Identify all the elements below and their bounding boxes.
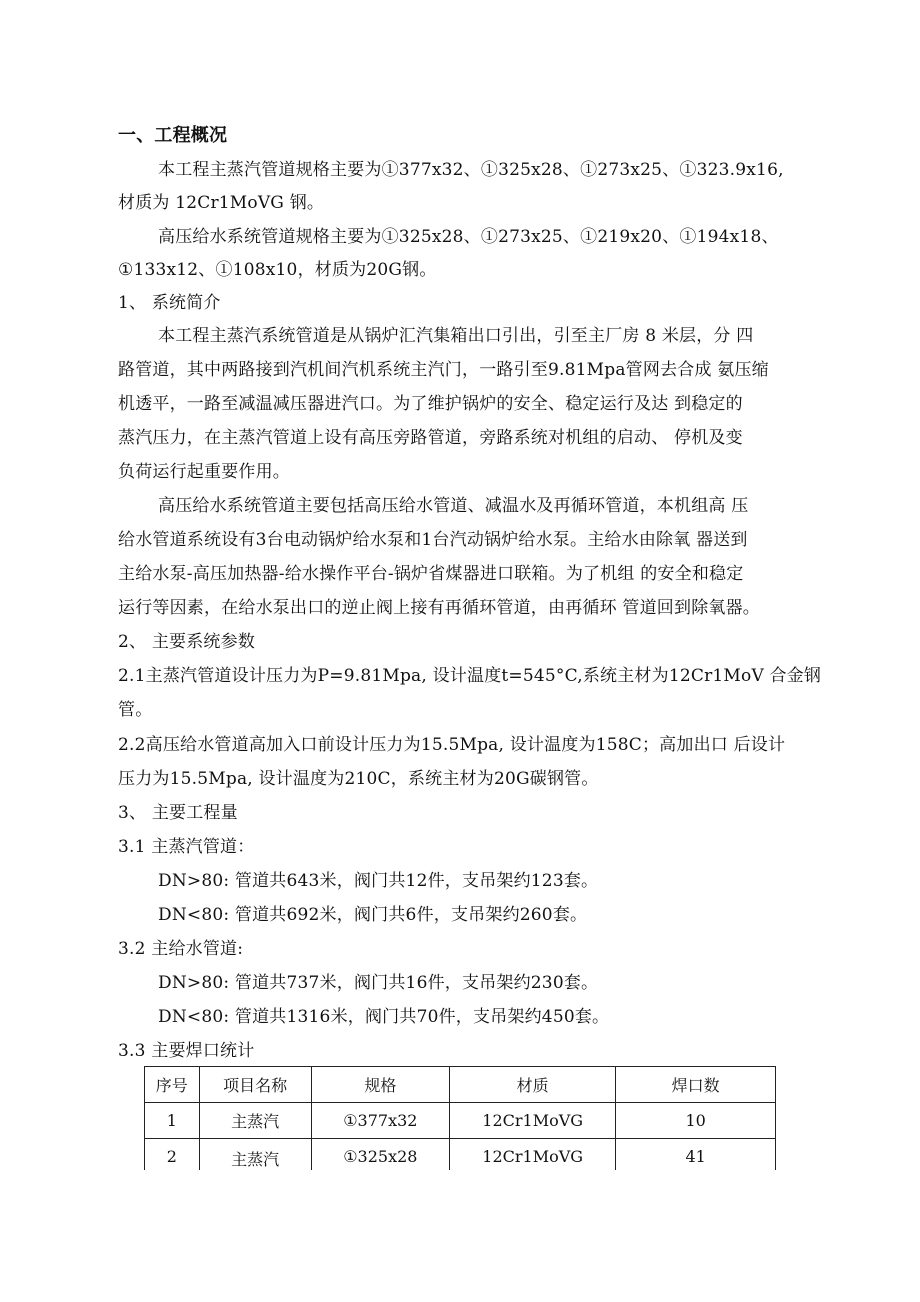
paragraph-line: 高压给水系统管道规格主要为①325x28、①273x25、①219x20、①194x18、: [158, 227, 779, 247]
subsection-heading: 2、 主要系统参数: [118, 632, 256, 652]
quantity-line: DN>80: 管道共643米，阀门共12件，支吊架约123套。: [158, 871, 599, 891]
cell-index: 2: [145, 1139, 200, 1171]
quantity-subheading: 3.3 主要焊口统计: [118, 1041, 255, 1061]
paragraph-line: 蒸汽压力，在主蒸汽管道上设有高压旁路管道，旁路系统对机组的启动、 停机及变: [118, 428, 743, 448]
quantity-subheading: 3.2 主给水管道:: [118, 939, 244, 959]
paragraph-line: 本工程主蒸汽管道规格主要为①377x32、①325x28、①273x25、①323.9x16,: [158, 160, 784, 180]
table-header-row: [145, 1067, 776, 1103]
cell-weld-count: 10: [616, 1103, 776, 1139]
header-cell-spec: 规格: [311, 1067, 449, 1103]
header-cell-weld-count: 焊口数: [616, 1067, 776, 1103]
paragraph-line: 高压给水系统管道主要包括高压给水管道、减温水及再循环管道，本机组高 压: [158, 496, 749, 516]
table-row: [145, 1139, 776, 1171]
paragraph-line: 管。: [118, 700, 153, 720]
paragraph-line: 2.1主蒸汽管道设计压力为P=9.81Mpa, 设计温度t=545°C,系统主材为12Cr1MoV 合金钢: [118, 666, 822, 686]
header-cell-index: 序号: [145, 1067, 200, 1103]
paragraph-line: 主给水泵-高压加热器-给水操作平台-锅炉省煤器进口联箱。为了机组 的安全和稳定: [118, 564, 744, 584]
cell-spec: ①377x32: [311, 1103, 449, 1139]
paragraph-line: 2.2高压给水管道高加入口前设计压力为15.5Mpa, 设计温度为158C；高加出口 后设计: [118, 735, 786, 755]
quantity-line: DN>80: 管道共737米，阀门共16件，支吊架约230套。: [158, 973, 599, 993]
quantity-line: DN<80: 管道共692米，阀门共6件，支吊架约260套。: [158, 905, 588, 925]
cell-weld-count: 41: [616, 1139, 776, 1171]
header-cell-material: 材质: [450, 1067, 616, 1103]
cell-item: 主蒸汽: [199, 1103, 311, 1139]
paragraph-line: 机透平，一路至减温减压器进汽口。为了维护锅炉的安全、稳定运行及达 到稳定的: [118, 394, 743, 414]
paragraph-line: 给水管道系统设有3台电动锅炉给水泵和1台汽动锅炉给水泵。主给水由除氧 器送到: [118, 530, 748, 550]
cell-material: 12Cr1MoVG: [450, 1103, 616, 1139]
paragraph-line: 材质为 12Cr1MoVG 钢。: [118, 193, 325, 213]
cell-spec: ①325x28: [311, 1139, 449, 1171]
quantity-line: DN<80: 管道共1316米，阀门共70件，支吊架约450套。: [158, 1007, 610, 1027]
table-row: [145, 1103, 776, 1139]
paragraph-line: 压力为15.5Mpa, 设计温度为210C，系统主材为20G碳钢管。: [118, 769, 599, 789]
paragraph-line: ①133x12、①108x10，材质为20G钢。: [118, 260, 437, 280]
cell-index: 1: [145, 1103, 200, 1139]
paragraph-line: 本工程主蒸汽系统管道是从锅炉汇汽集箱出口引出，引至主厂房 8 米层，分 四: [158, 326, 754, 346]
header-cell-item: 项目名称: [199, 1067, 311, 1103]
subsection-heading: 3、 主要工程量: [118, 803, 238, 823]
weld-statistics-table: [144, 1066, 776, 1170]
subsection-heading: 1、 系统简介: [118, 293, 221, 313]
quantity-subheading: 3.1 主蒸汽管道：: [118, 837, 255, 857]
cell-material: 12Cr1MoVG: [450, 1139, 616, 1171]
cell-item: 主蒸汽: [199, 1139, 311, 1171]
section-heading: 一、工程概况: [118, 125, 228, 146]
paragraph-line: 负荷运行起重要作用。: [118, 462, 290, 482]
paragraph-line: 路管道，其中两路接到汽机间汽机系统主汽门，一路引至9.81Mpa管网去合成 氨压缩: [118, 360, 769, 380]
paragraph-line: 运行等因素，在给水泵出口的逆止阀上接有再循环管道，由再循环 管道回到除氧器。: [118, 598, 761, 618]
